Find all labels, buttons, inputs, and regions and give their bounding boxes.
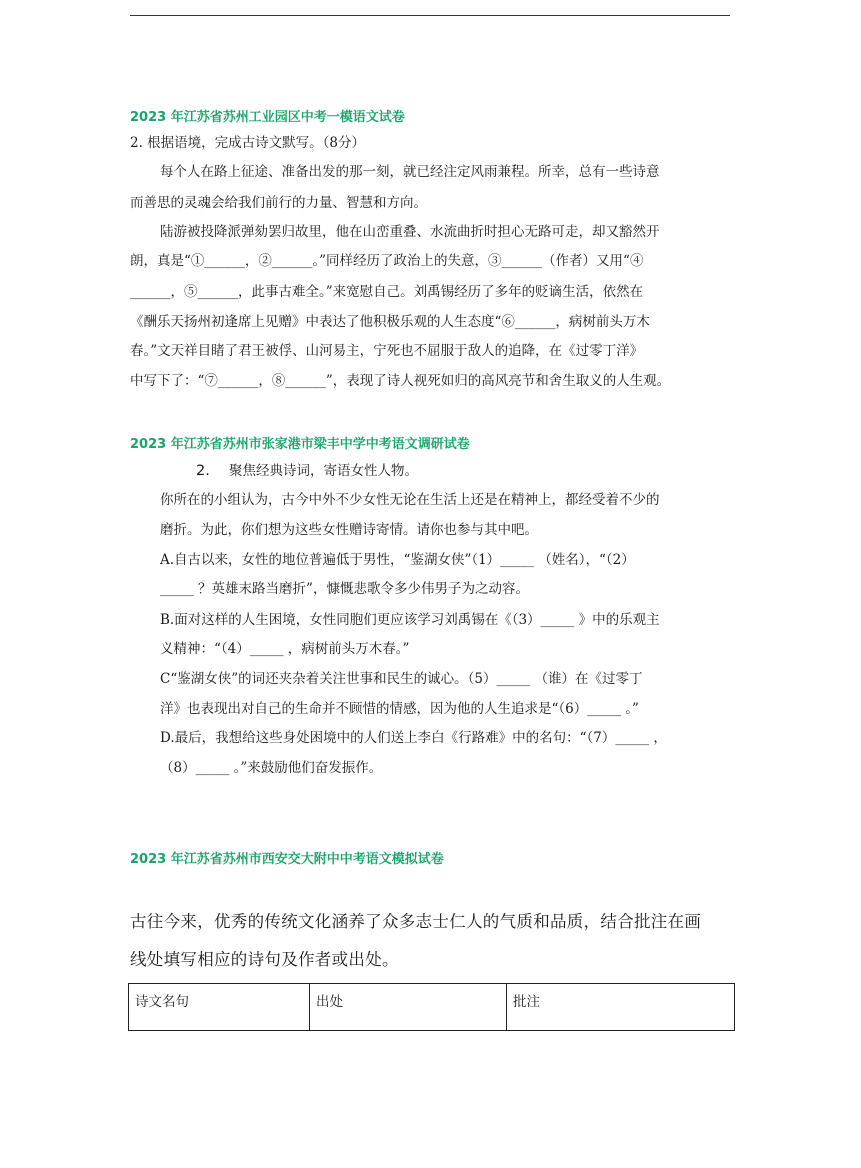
question-text: 聚焦经典诗词，寄语女性人物。 xyxy=(229,463,418,479)
paragraph-line: 磨折。为此，你们想为这些女性赠诗寄情。请你也参与其中吧。 xyxy=(160,522,538,538)
paragraph-line: 朗，真是“①______，②______。”同样经历了政治上的失意，③______（作者）又用“④ xyxy=(130,253,644,269)
paragraph-line: 《酬乐天扬州初逢席上见赠》中表达了他积极乐观的人生态度“⑥______，病树前头万木 xyxy=(130,314,650,330)
paragraph-line: 而善思的灵魂会给我们前行的力量、智慧和方向。 xyxy=(130,195,427,211)
intro-line: 古往今来，优秀的传统文化涵养了众多志士仁人的气质和品质，结合批注在画 xyxy=(130,912,702,931)
item-d-line: D.最后，我想给这些身处困境中的人们送上李白《行路难》中的名句：“（7）_____ ， xyxy=(160,730,667,746)
paragraph-line: 每个人在路上征途、准备出发的那一刻，就已经注定风雨兼程。所幸，总有一些诗意 xyxy=(160,164,660,180)
paragraph-line: 你所在的小组认为，古今中外不少女性无论在生活上还是在精神上，都经受着不少的 xyxy=(160,492,660,508)
section-title-2: 2023 年江苏省苏州市张家港市梁丰中学中考语文调研试卷 xyxy=(130,437,470,452)
header-cell-poem: 诗文名句 xyxy=(129,984,310,1031)
item-c-line: C“鉴湖女侠”的词还夹杂着关注世事和民生的诚心。（5）_____ （谁）在《过零丁 xyxy=(160,671,643,687)
question-2-stem: 2. 根据语境，完成古诗文默写。（8分） xyxy=(130,135,366,151)
intro-line: 线处填写相应的诗句及作者或出处。 xyxy=(130,950,399,969)
paragraph-line: 中写下了：“⑦______，⑧______”，表现了诗人视死如归的高风亮节和舍生取义的人生观。 xyxy=(130,373,671,389)
item-b-line: B.面对这样的人生困境，女性同胞们更应该学习刘禹锡在《（3）_____ 》中的乐观主 xyxy=(160,612,660,628)
paragraph-line: 陆游被投降派弹劾罢归故里，他在山峦重叠、水流曲折时担心无路可走，却又豁然开 xyxy=(160,224,660,240)
poetry-table xyxy=(128,983,735,1031)
table-header-row xyxy=(129,984,735,1031)
paragraph-line: ______，⑤______，此事古难全。”来宽慰自己。刘禹锡经历了多年的贬谪生活，依然在 xyxy=(130,284,644,300)
question-number: 2. xyxy=(196,463,210,479)
item-a-line: _____ ？英雄末路当磨折”，慷慨悲歌令多少伟男子为之动容。 xyxy=(160,581,529,597)
item-b-line: 义精神：“（4）_____ ，病树前头万木春。” xyxy=(160,641,410,657)
item-d-line: （8）_____ 。”来鼓励他们奋发振作。 xyxy=(160,760,383,776)
paragraph-line: 春。”文天祥目睹了君王被俘、山河易主，宁死也不屈服于敌人的追降，在《过零丁洋》 xyxy=(130,343,644,359)
top-rule xyxy=(130,15,730,16)
section-title-3: 2023 年江苏省苏州市西安交大附中中考语文模拟试卷 xyxy=(130,852,444,867)
header-cell-note: 批注 xyxy=(507,984,735,1031)
header-cell-source: 出处 xyxy=(310,984,507,1031)
section-title-1: 2023 年江苏省苏州工业园区中考一模语文试卷 xyxy=(130,110,405,125)
item-c-line: 洋》也表现出对自己的生命并不顾惜的情感，因为他的人生追求是“（6）_____ 。” xyxy=(160,701,639,717)
item-a-line: A.自古以来，女性的地位普遍低于男性，“鉴湖女侠”（1）_____ （姓名），“（2） xyxy=(160,552,635,568)
